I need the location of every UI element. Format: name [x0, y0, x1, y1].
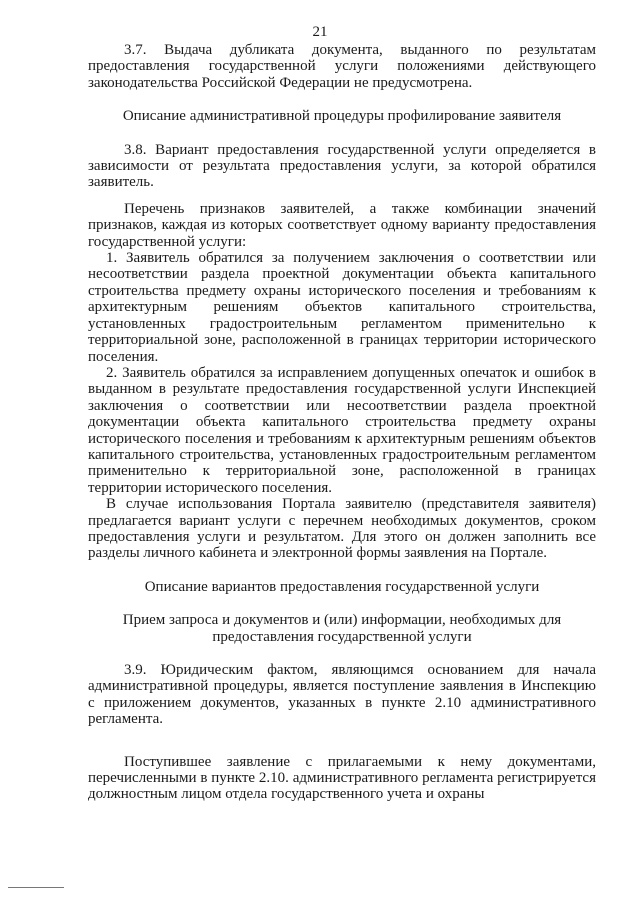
paragraph-portal: В случае использования Портала заявителю (представителя заявителя) предлагается вариант услуги с перечнем необходимых документов, сроком предоставления услуги и результатом. Для этого он должен заполнить все разделы личного кабинета и электронной формы заявления на Портале.	[88, 496, 596, 562]
heading-reception: Прием запроса и документов и (или) информации, необходимых для предоставления государственной услуги	[122, 612, 562, 645]
list-item-1: 1. Заявитель обратился за получением заключения о соответствии или несоответствии раздела проектной документации объекта капитального строительства предмету охраны исторического поселения и требованиям к архитектурным решениям объектов капитального строительства, установленных градостроительным регламентом применительно к территориальной зоне, расположенной в границах территории исторического поселения.	[88, 250, 596, 365]
paragraph-3-7: 3.7. Выдача дубликата документа, выданного по результатам предоставления государственной услуги положениями действующего законодательства Российской Федерации не предусмотрена.	[88, 42, 596, 91]
paragraph-received: Поступившее заявление с прилагаемыми к нему документами, перечисленными в пункте 2.10. административного регламента регистрируется должностным лицом отдела государственного учета и охраны	[88, 753, 596, 803]
heading-variants: Описание вариантов предоставления государственной услуги	[144, 578, 540, 595]
list-item-2: 2. Заявитель обратился за исправлением допущенных опечаток и ошибок в выданном в результате предоставления государственной услуги Инспекцией заключения о соответствии или несоответствии раздела проектной документации объекта капитального строительства предмету охраны исторического поселения и требованиям к архитектурным решениям объектов капитального строительства, установленных градостроительным регламентом применительно к территориальной зоне, расположенной в границах территории исторического поселения.	[88, 364, 596, 496]
footer-rule	[8, 887, 64, 888]
page-body	[88, 42, 596, 803]
paragraph-3-8: 3.8. Вариант предоставления государственной услуги определяется в зависимости от результата предоставления услуги, за которой обратился заявитель.	[88, 141, 596, 191]
heading-profiling: Описание административной процедуры профилирование заявителя	[122, 108, 562, 125]
page-number: 21	[312, 24, 328, 40]
paragraph-3-9: 3.9. Юридическим фактом, являющимся основанием для начала административной процедуры, является поступление заявления в Инспекцию с приложением документов, указанных в пункте 2.10 административного регламента.	[88, 662, 596, 728]
paragraph-list-intro: Перечень признаков заявителей, а также комбинации значений признаков, каждая из которых соответствует одному варианту предоставления государственной услуги:	[88, 200, 596, 250]
